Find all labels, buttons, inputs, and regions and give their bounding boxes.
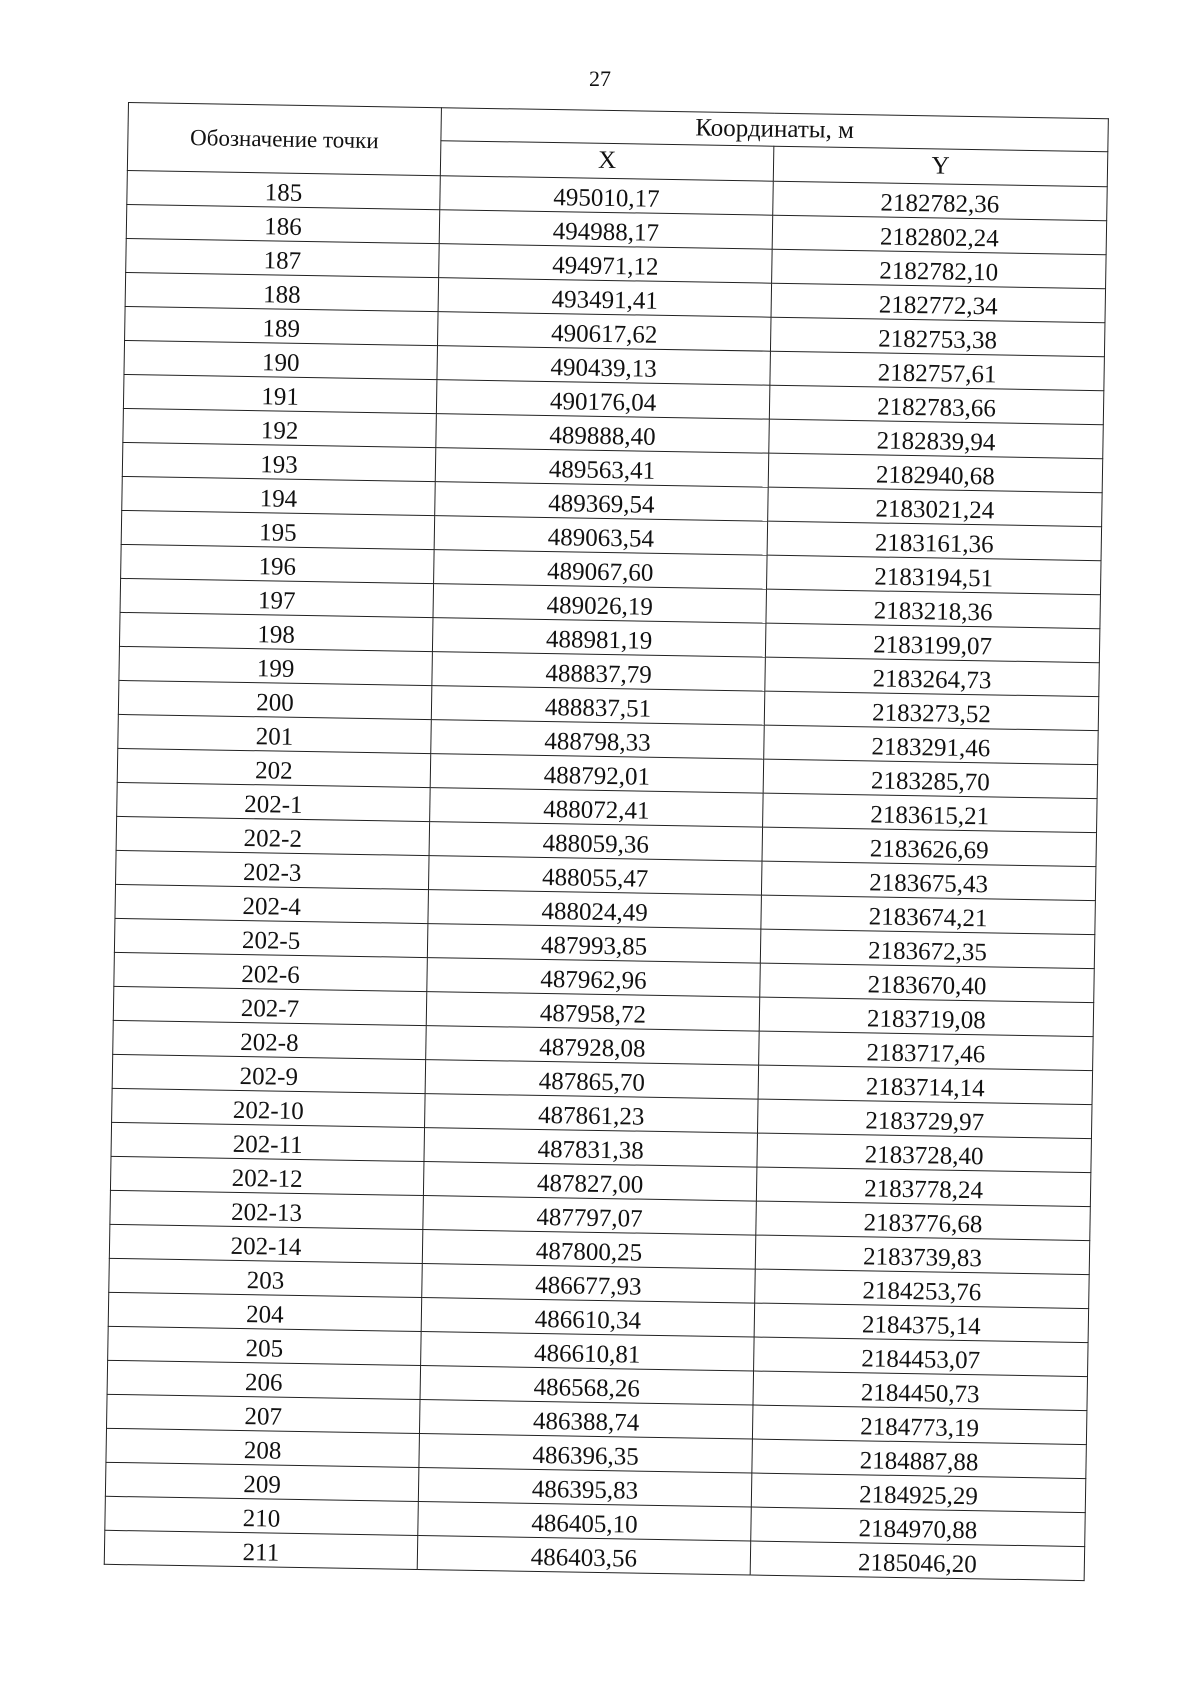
cell-point [125,306,439,345]
cell-x-text: 489067,60 [546,558,654,587]
cell-x-text: 486403,56 [530,1543,638,1573]
cell-y [772,249,1107,289]
cell-point [120,578,434,617]
cell-y [769,385,1104,425]
cell-y [759,1031,1094,1071]
cell-x [435,448,769,488]
cell-y [756,1201,1091,1241]
cell-point [109,1224,423,1263]
cell-point-text: 202-10 [232,1096,304,1126]
cell-y [757,1099,1092,1139]
cell-point [104,1530,418,1569]
cell-y [770,351,1105,391]
cell-point [125,272,439,311]
cell-y-text: 2183675,43 [869,869,989,899]
cell-point-text: 202-7 [240,994,300,1023]
cell-point [119,646,433,685]
cell-point-text: 196 [258,553,297,581]
cell-x-text: 487861,23 [537,1101,645,1131]
cell-point-text: 187 [263,247,302,275]
cell-y-text: 2183670,40 [867,971,987,1001]
header-y: Y [773,146,1108,187]
cell-point-text: 202-3 [242,859,302,887]
cell-x [430,754,764,794]
cell-x [432,652,766,692]
cell-y-text: 2183626,69 [869,835,989,865]
cell-x [431,720,765,760]
cell-y [761,895,1096,935]
cell-y [765,657,1100,697]
cell-point [116,850,430,889]
cell-y [773,181,1108,221]
cell-y [752,1439,1087,1479]
cell-point-text: 189 [262,315,301,343]
cell-x [427,924,761,964]
cell-y-text: 2183728,40 [864,1141,984,1171]
cell-point [115,884,429,923]
cell-point [108,1326,422,1365]
cell-x-text: 494971,12 [551,252,659,281]
cell-y [771,283,1106,323]
cell-y-text: 2185046,20 [857,1549,977,1579]
cell-y [772,215,1107,255]
cell-x [436,380,770,420]
cell-y [751,1473,1086,1513]
cell-y [770,317,1105,357]
header-point-designation: Обозначение точки [127,103,441,176]
cell-y [763,759,1098,799]
cell-x-text: 487958,72 [539,999,647,1029]
cell-y-text: 2183218,36 [873,597,993,627]
cell-y [768,487,1103,527]
cell-x-text: 488981,19 [545,626,653,655]
cell-y-text: 2183021,24 [875,495,995,525]
cell-point [122,442,436,481]
cell-x [428,890,762,930]
cell-x-text: 486395,83 [531,1475,639,1505]
cell-y-text: 2184450,73 [860,1379,980,1409]
cell-x [438,312,772,352]
cell-x-text: 493491,41 [551,286,659,315]
header-x: X [440,141,774,182]
cell-x-text: 488837,51 [544,693,652,723]
cell-y-text: 2184773,19 [860,1413,980,1443]
cell-point-text: 202-13 [230,1198,303,1228]
cell-x [421,1298,755,1338]
cell-y-text: 2184970,88 [858,1515,978,1545]
cell-point-text: 192 [260,417,299,445]
cell-y [755,1235,1090,1275]
cell-point-text: 202-11 [232,1130,303,1160]
cell-x [440,176,774,216]
cell-point-text: 202-4 [242,893,302,921]
cell-y-text: 2183674,21 [868,903,988,933]
cell-point-text: 194 [259,485,298,513]
cell-point [107,1360,421,1399]
cell-point-text: 197 [257,587,296,615]
cell-x [417,1536,751,1576]
cell-point [107,1394,421,1433]
cell-point-text: 204 [245,1301,284,1329]
cell-y [754,1303,1089,1343]
cell-y-text: 2183291,46 [871,733,991,763]
cell-point [112,1054,426,1093]
cell-x [425,1060,759,1100]
cell-y [754,1337,1089,1377]
cell-y-text: 2182772,34 [878,291,998,321]
cell-point [124,340,438,379]
cell-x [429,822,763,862]
cell-x-text: 486677,93 [535,1271,642,1301]
coordinates-table [104,102,1109,1581]
cell-point-text: 193 [260,451,298,479]
cell-x [426,1026,760,1066]
cell-y [760,963,1095,1003]
cell-x-text: 486405,10 [531,1509,638,1539]
cell-point-text: 207 [244,1403,283,1431]
cell-y-text: 2183615,21 [870,801,990,831]
cell-x-text: 490439,13 [550,354,657,383]
cell-x-text: 488055,47 [541,863,649,893]
cell-point [105,1462,419,1501]
cell-x-text: 488798,33 [544,727,651,757]
cell-x [423,1162,757,1202]
cell-y-text: 2183776,68 [863,1209,983,1239]
cell-y [760,929,1095,969]
cell-y-text: 2184925,29 [858,1481,979,1511]
cell-point [112,1088,426,1127]
cell-x-text: 486568,26 [533,1373,641,1403]
cell-point-text: 195 [258,519,297,547]
cell-point-text: 202-12 [231,1164,303,1194]
cell-x [419,1434,753,1474]
cell-x [433,584,767,624]
cell-point [122,476,436,515]
cell-y-text: 2182783,66 [876,393,997,423]
cell-x [439,244,773,284]
cell-y [750,1541,1085,1581]
cell-x-text: 487962,96 [540,965,647,995]
cell-x-text: 489063,54 [547,524,655,553]
cell-x [420,1366,754,1406]
cell-y [758,1065,1093,1105]
cell-y-text: 2182802,24 [879,223,999,253]
cell-x [430,788,764,828]
cell-x-text: 486610,81 [533,1339,641,1369]
cell-x-text: 489026,19 [546,592,654,621]
cell-x-text: 495010,17 [553,184,660,213]
cell-y-text: 2182940,68 [875,461,996,491]
cell-point-text: 202-5 [241,927,301,955]
cell-x [419,1400,753,1440]
cell-point [118,680,432,719]
cell-point-text: 209 [243,1471,282,1499]
cell-point [114,918,428,957]
cell-point [117,748,431,787]
cell-x-text: 488792,01 [543,761,651,791]
header-coordinates: Координаты, м [441,108,1108,152]
cell-x-text: 487797,07 [536,1203,643,1233]
cell-x [438,278,772,318]
cell-x [426,992,760,1032]
cell-x [431,686,765,726]
cell-x-text: 490617,62 [550,320,658,349]
cell-x [435,482,769,522]
cell-point [108,1292,422,1331]
cell-x [422,1264,756,1304]
cell-point-text: 200 [256,689,295,717]
cell-y-text: 2184453,07 [861,1345,981,1375]
cell-y [762,827,1097,867]
cell-y-text: 2182782,10 [879,257,999,287]
cell-point [114,952,428,991]
cell-x-text: 488059,36 [542,829,650,859]
cell-x-text: 487827,00 [536,1169,644,1199]
cell-y-text: 2182753,38 [878,325,998,355]
cell-y-text: 2184375,14 [861,1311,981,1341]
cell-point [117,782,431,821]
cell-x [425,1094,759,1134]
cell-x [434,516,768,556]
cell-y-text: 2183273,52 [871,699,992,729]
cell-y [763,793,1098,833]
cell-point-text: 210 [242,1505,281,1533]
cell-point-text: 202-2 [243,825,303,853]
cell-point-text: 186 [263,213,302,241]
cell-point [111,1122,425,1161]
cell-x [418,1468,752,1508]
cell-x-text: 487928,08 [539,1033,646,1063]
cell-y [764,725,1099,765]
cell-point [126,238,440,277]
cell-point [123,408,437,447]
cell-y [752,1405,1087,1445]
cell-y-text: 2183729,97 [865,1107,985,1137]
table-body [104,170,1107,1580]
cell-x-text: 488837,79 [545,660,652,689]
cell-y-text: 2183717,46 [866,1039,986,1069]
cell-point-text: 208 [243,1437,282,1465]
cell-x [436,414,770,454]
cell-y-text: 2183714,14 [865,1073,985,1103]
cell-y [755,1269,1090,1309]
cell-point-text: 202 [254,757,293,785]
cell-x [427,958,761,998]
cell-x [421,1332,755,1372]
cell-point-text: 202-9 [239,1062,299,1091]
cell-y [767,555,1102,595]
cell-x [432,618,766,658]
cell-x-text: 489888,40 [549,422,656,451]
cell-y [756,1167,1091,1207]
cell-x [428,856,762,896]
cell-y [759,997,1094,1037]
cell-point-text: 190 [261,349,300,377]
cell-y [757,1133,1092,1173]
cell-y-text: 2183199,07 [873,631,993,661]
cell-x-text: 488024,49 [541,897,648,927]
cell-y-text: 2183161,36 [874,529,994,559]
cell-point [109,1258,423,1297]
cell-x-text: 489369,54 [548,490,655,519]
cell-point [113,1020,427,1059]
cell-x [437,346,771,386]
cell-x-text: 489563,41 [548,456,656,485]
cell-point [110,1156,424,1195]
cell-point [126,204,440,243]
cell-point [123,374,437,413]
cell-y [766,589,1101,629]
cell-x-text: 486396,35 [532,1441,639,1471]
cell-point [110,1190,424,1229]
cell-point-text: 206 [244,1369,283,1397]
cell-point-text: 185 [264,179,303,207]
cell-y [768,453,1103,493]
cell-point-text: 202-8 [240,1028,299,1057]
cell-y [769,419,1104,459]
cell-y [764,691,1099,731]
cell-y-text: 2183739,83 [862,1243,983,1273]
cell-point-text: 211 [242,1539,280,1567]
cell-y-text: 2183778,24 [863,1175,984,1205]
cell-x [434,550,768,590]
cell-x-text: 487865,70 [538,1067,646,1097]
cell-y-text: 2183672,35 [867,937,988,967]
cell-y-text: 2182757,61 [877,359,997,389]
cell-y [761,861,1096,901]
cell-point-text: 191 [261,383,300,411]
cell-y [767,521,1102,561]
cell-point [105,1496,419,1535]
cell-y-text: 2183285,70 [870,767,990,797]
cell-x-text: 488072,41 [542,795,650,825]
cell-point-text: 198 [257,621,296,649]
cell-point-text: 205 [245,1335,284,1363]
cell-y-text: 2183194,51 [874,563,994,593]
cell-x-text: 486610,34 [534,1305,642,1335]
cell-x [423,1196,757,1236]
cell-x-text: 494988,17 [552,218,660,247]
cell-y-text: 2184253,76 [862,1277,982,1307]
cell-y-text: 2183264,73 [872,665,992,695]
cell-point [118,714,432,753]
cell-point [113,986,427,1025]
cell-y-text: 2184887,88 [859,1447,979,1477]
cell-point-text: 201 [255,723,294,751]
cell-point [121,544,435,583]
cell-y-text: 2182782,36 [880,189,1000,219]
cell-point-text: 188 [262,281,301,309]
coordinates-table-container [104,102,1108,1581]
cell-x-text: 487800,25 [535,1237,643,1267]
cell-y [751,1507,1086,1547]
cell-point [127,170,441,209]
cell-x [418,1502,752,1542]
cell-x [439,210,773,250]
page-number: 27 [589,66,611,91]
cell-x-text: 487831,38 [537,1135,645,1165]
cell-point [121,510,435,549]
cell-point-text: 202-14 [230,1232,302,1262]
cell-point-text: 202-6 [241,961,300,989]
cell-y [765,623,1100,663]
cell-point-text: 199 [256,655,295,683]
cell-x [422,1230,756,1270]
cell-y-text: 2183719,08 [866,1005,986,1035]
cell-x [424,1128,758,1168]
cell-point-text: 203 [246,1267,285,1295]
cell-point [116,816,430,855]
cell-point-text: 202-1 [243,791,303,819]
cell-x-text: 487993,85 [540,931,648,961]
cell-point [119,612,433,651]
cell-x-text: 486388,74 [532,1407,640,1437]
cell-point [106,1428,420,1467]
cell-y-text: 2182839,94 [876,427,996,457]
cell-y [753,1371,1088,1411]
cell-x-text: 490176,04 [549,388,657,417]
